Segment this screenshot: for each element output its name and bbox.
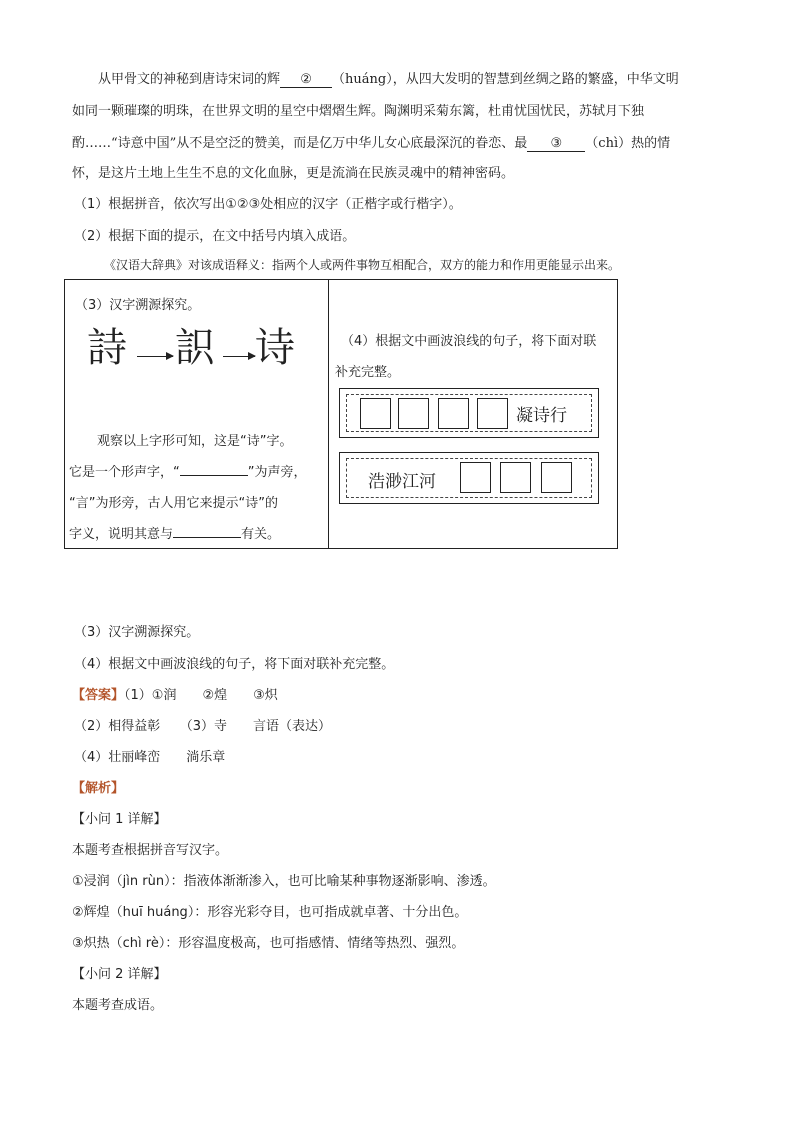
seal-char-1: 詩	[87, 325, 127, 371]
sub-question-1-desc: 本题考查根据拼音写汉字。	[72, 843, 229, 858]
passage-line-3-start: 酌……“诗意中国”从不是空泛的赞美，而是亿万中华儿女心底最深沉的眷恋、最	[72, 136, 528, 151]
couplet-upper-box-3[interactable]	[438, 398, 469, 429]
analysis-label: 【解析】	[72, 781, 125, 796]
table-left-text-2	[69, 461, 307, 480]
passage-line-1-start: 从甲骨文的神秘到唐诗宋词的辉	[98, 72, 281, 87]
passage-line-2: 如同一颗璀璨的明珠，在世界文明的星空中熠熠生辉。陶渊明采菊东篱，杜甫忧国忧民，苏轼月下独	[72, 104, 645, 119]
table-q4-title: （4）根据文中画波浪线的句子，将下面对联	[341, 334, 597, 349]
seal-char-3: 诗	[255, 325, 295, 371]
couplet-upper-text: 凝诗行	[516, 406, 567, 426]
passage-line-4: 怀，是这片土地上生生不息的文化血脉，更是流淌在民族灵魂中的精神密码。	[72, 166, 515, 181]
answer-1: （1）①润 ②煌 ③炽	[124, 688, 278, 703]
left-text-4-end: 有关。	[241, 527, 281, 542]
couplet-lower-box-3[interactable]	[541, 462, 572, 493]
passage-line-1-end: （huáng），从四大发明的智慧到丝绸之路的繁盛，中华文明	[332, 72, 679, 87]
couplet-upper-box-2[interactable]	[398, 398, 429, 429]
question-2: （2）根据下面的提示，在文中括号内填入成语。	[74, 229, 356, 244]
sub-question-2: 【小问 2 详解】	[72, 967, 167, 982]
couplet-upper-box-1[interactable]	[360, 398, 391, 429]
left-text-2-end: ”为声旁，	[247, 465, 307, 480]
answer-line-3: （4）壮丽峰峦 淌乐章	[74, 750, 226, 765]
question-table	[64, 279, 618, 549]
question-1: （1）根据拼音，依次写出①②③处相应的汉字（正楷字或行楷字）。	[74, 197, 462, 212]
passage-line-3	[72, 132, 670, 152]
blank-2[interactable]: ②	[280, 72, 332, 88]
couplet-lower-text: 浩渺江河	[368, 472, 436, 492]
meaning-blank[interactable]	[173, 537, 241, 538]
table-divider	[328, 280, 329, 548]
explain-item-2: ②辉煌（huī huáng）：形容光彩夺目，也可指成就卓著、十分出色。	[72, 905, 468, 920]
couplet-lower-box-2[interactable]	[500, 462, 531, 493]
explain-item-1: ①浸润（jìn rùn）：指液体渐渐渗入，也可比喻某种事物逐渐影响、渗透。	[72, 874, 496, 889]
seal-char-2: 䛊	[175, 325, 215, 371]
passage-line-1	[98, 68, 679, 88]
answer-line-1	[72, 684, 278, 703]
sub-question-1: 【小问 1 详解】	[72, 812, 167, 827]
couplet-lower	[339, 452, 599, 504]
sound-radical-blank[interactable]	[180, 475, 248, 476]
table-left-text-4	[69, 523, 280, 542]
arrow-icon	[223, 356, 255, 357]
couplet-upper-box-4[interactable]	[477, 398, 508, 429]
explain-item-3: ③炽热（chì rè）：形容温度极高，也可指感情、情绪等热烈、强烈。	[72, 936, 465, 951]
arrow-icon	[137, 356, 173, 357]
table-left-text-3: “言”为形旁，古人用它来提示“诗”的	[69, 496, 278, 511]
couplet-upper	[339, 388, 599, 438]
table-left-text-1: 观察以上字形可知，这是“诗”字。	[97, 434, 293, 449]
answer-label: 【答案】	[72, 688, 125, 703]
sub-question-2-desc: 本题考查成语。	[72, 998, 164, 1013]
idiom-hint: 《汉语大辞典》对该成语释义：指两个人或两件事物互相配合，双方的能力和作用更能显示出来。	[104, 258, 621, 272]
repeat-q3: （3）汉字溯源探究。	[74, 625, 200, 640]
repeat-q4: （4）根据文中画波浪线的句子，将下面对联补充完整。	[74, 657, 395, 672]
answer-line-2: （2）相得益彰 （3）寺 言语（表达）	[74, 719, 332, 734]
table-q3-title: （3）汉字溯源探究。	[75, 298, 201, 313]
left-text-2-start: 它是一个形声字，“	[69, 465, 180, 480]
passage-line-3-end: （chì）热的情	[585, 136, 671, 151]
left-text-4-start: 字义，说明其意与	[69, 527, 174, 542]
table-q4-title-cont: 补充完整。	[335, 365, 401, 380]
blank-3[interactable]: ③	[527, 136, 585, 152]
couplet-lower-box-1[interactable]	[460, 462, 491, 493]
